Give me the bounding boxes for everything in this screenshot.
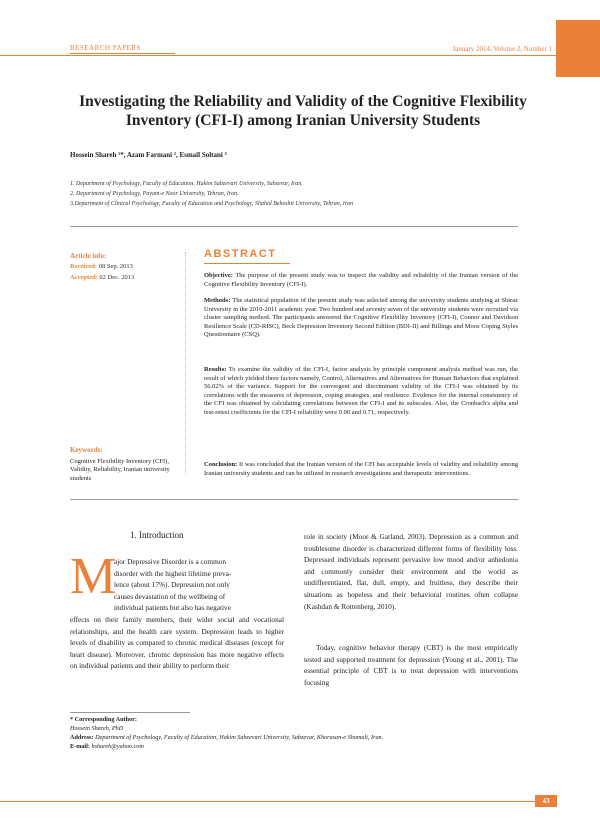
abstract-results [204,366,518,418]
conclusion-text: It was concluded that the Iranian version of the CFI has acceptable levels of validity and reliability among Iranian university students and can be utilized in research investigations and therapeutic interventions. [204,461,519,477]
received-date [70,263,133,270]
affiliation-2: 2. Department of Psychology, Payam-e Noor University, Tehran, Iran. [70,191,239,197]
corresponding-author-name: Hossein Shareh, PhD [70,725,124,732]
keywords-text: Cognitive Flexibility Inventory (CFI), Validity, Reliability, Iranian university students [70,458,170,482]
abstract-heading: ABSTRACT [204,248,277,260]
author-list: Hossein Shareh ¹*, Azam Farmani ², Esmail Soltani ³ [70,151,227,159]
intro-line-2: disorder with the highest lifetime preva- [114,568,232,578]
abstract-heading-underline [204,263,290,264]
drop-cap: M [70,548,117,605]
intro-line-1: ajor Depressive Disorder is a common [114,557,227,566]
results-text: To examine the validity of the CFI-I, factor analysis by principle component analysis method was run, the result of which yielded three factors namely, Control, Alternatives and Alternatives for Human Behaviors that explained 56.02% of the variance. Support for the convergent and discriminant validity of the CFI-I was obtained by its correlations with the measures of depression, coping strategies, and resilience. Evidence for the internal consistency of the CFI was obtained by calculating correlations between the CFI-I and its subscales. Also, the Cronbach's alpha and test-retest coefficients for the CFI-I reliability were 0.90 and 0.71, respectively. [204,366,518,416]
page-number: 43 [542,797,550,805]
section-label: RESEARCH PAPERS [70,44,141,52]
intro-right-paragraph-2: Today, cognitive behavior therapy (CBT) is the most empirically tested and supported treatment for depression (Young et al., 2001). The essential principle of CBT is to treat depression with interventions focusing [304,643,518,687]
received-value: 08 Sep. 2013 [98,263,133,270]
abstract-rule [70,499,518,500]
accepted-date [70,274,134,281]
column-divider [185,252,186,474]
intro-right-paragraph-1: role in society (Moor & Garland, 2003). Depression as a common and troublesome disorder is characterized different forms of flexibility loss. Depressed individuals represent pervasive low mood and/or anhedonia and commonly consider their environment and the world as undifferentiated, flat, dull, empty, and fruitless, they describe their situations as hopeless and their behavioral routines often collapse (Kashdan & Rottenberg, 2010). [304,532,518,611]
section-heading-introduction: 1. Introduction [130,530,184,540]
footer-rule [0,801,535,802]
footnote-rule [70,712,190,713]
corresponding-address [70,734,383,742]
abstract-conclusion [204,461,518,478]
address-text: Department of Psychology, Faculty of Education, Hakim Sabzevari University, Sabzevar, Khorasan-e Shomali, Iran. [95,734,384,741]
methods-text: The statistical population of the present study was selected among the university students studying at Shiraz University in the 2010-2011 academic year. Two hundred and seventy seven of the university students were recruited via cluster sampling method. The participants answered the Cognitive Flexibility Inventory (CFI-I), Connor and Davidson Resilience Scale (CD-RISC), Beck Depression Inventory Second Edition (BDI-II) and Billings and Moos Coping Styles Questionnaire (CSQ). [204,297,518,339]
accepted-value: 02 Dec. 2013 [99,274,135,281]
header-rule [0,55,600,56]
accepted-label: Accepted: [70,274,98,281]
intro-line-3: lence (about 17%). Depression not only [114,580,230,590]
conclusion-label: Conclusion: [204,461,238,468]
section-label-underline [70,53,175,54]
keywords-label: Keywords: [70,446,103,454]
methods-label: Methods: [204,297,231,304]
affiliation-3: 3.Department of Clinical Psychology, Faculty of Education and Psychology, Shahid Beheshti University, Tehran, Iran [70,201,354,207]
intro-indented-lines [114,556,284,614]
header-accent-tab [556,20,600,77]
email-text: hshareh@yahoo.com [91,743,144,750]
results-label: Results: [204,366,227,373]
corresponding-author-label: * Corresponding Author: [70,716,137,723]
received-label: Received: [70,263,98,270]
abstract-objective [204,272,518,289]
address-label: Address: [70,734,94,741]
issue-info: January 2014, Volume 2, Number 1 [452,45,552,53]
abstract-methods [204,297,518,340]
objective-label: Objective: [204,272,233,279]
paper-title: Investigating the Reliability and Validity of the Cognitive Flexibility Inventory (CFI-I) among Iranian University Students [79,93,527,129]
affiliation-rule [70,226,518,227]
corresponding-email [70,743,144,751]
objective-text: The purpose of the present study was to inspect the validity and reliability of the Iranian version of the Cognitive Flexibility Inventory (CFI-I). [204,272,518,288]
affiliation-1: 1. Department of Psychology, Faculty of Education, Hakim Sabzevari University, Sabzevar, Iran. [70,181,303,187]
email-label: E-mail: [70,743,90,750]
intro-line-4: causes devastation of the wellbeing of [114,591,226,601]
intro-left-column: effects on their family members, their wider social and vocational relationships, and the health care system. Depression leads to higher levels of disability as compared to chronic medical diseases (except for heart disease). Moreover, chronic depression has more negative effects on individual patients and their ability to perform their [70,615,284,671]
intro-line-5: individual patients but also has negative [114,603,231,613]
article-info-label: Article info: [70,252,107,260]
